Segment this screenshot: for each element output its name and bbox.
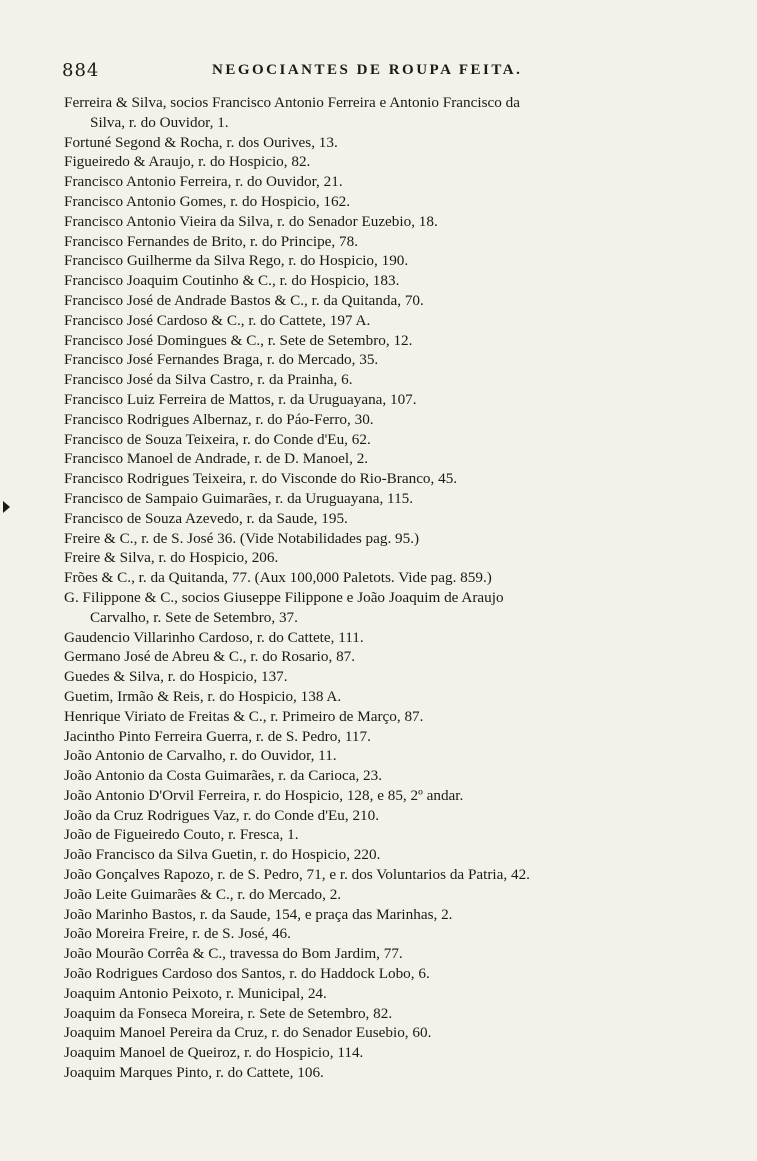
directory-entry [64,509,744,529]
directory-entry [64,825,744,845]
entry-text: Francisco de Sampaio Guimarães, r. da Uruguayana, 115. [64,489,414,507]
entry-text: G. Filippone & C., socios Giuseppe Filippone e João Joaquim de Araujo [64,588,504,606]
entry-text: Joaquim Manoel de Queiroz, r. do Hospicio, 114. [64,1044,364,1062]
entry-list [64,93,744,1083]
directory-entry [64,133,744,153]
entry-text: João da Cruz Rodrigues Vaz, r. do Conde d'Eu, 210. [64,806,380,824]
entry-text: Francisco Rodrigues Albernaz, r. do Páo-Ferro, 30. [64,410,374,428]
entry-text: Francisco José Domingues & C., r. Sete de Setembro, 12. [64,331,413,349]
directory-entry [64,152,744,172]
entry-text: Francisco José Fernandes Braga, r. do Mercado, 35. [64,351,379,369]
entry-text: Francisco Joaquim Coutinho & C., r. do Hospicio, 183. [64,272,400,290]
entry-text: Guedes & Silva, r. do Hospicio, 137. [64,668,288,686]
entry-text: Francisco José de Andrade Bastos & C., r. da Quitanda, 70. [64,291,424,309]
entry-text: Francisco Luiz Ferreira de Mattos, r. da Uruguayana, 107. [64,390,417,408]
directory-entry [64,628,744,648]
entry-text: Francisco José da Silva Castro, r. da Prainha, 6. [64,371,353,389]
entry-text: Joaquim da Fonseca Moreira, r. Sete de Setembro, 82. [64,1004,393,1022]
directory-entry [64,588,744,628]
entry-continuation: Silva, r. do Ouvidor, 1. [90,113,229,131]
entry-continuation: Carvalho, r. Sete de Setembro, 37. [90,608,298,626]
margin-triangle-icon [3,501,10,513]
entry-text: João Antonio D'Orvil Ferreira, r. do Hospicio, 128, e 85, 2º andar. [64,786,464,804]
directory-entry [64,707,744,727]
entry-text: Francisco José Cardoso & C., r. do Cattete, 197 A. [64,311,371,329]
entry-text: João Antonio da Costa Guimarães, r. da Carioca, 23. [64,767,383,785]
entry-text: Francisco Antonio Ferreira, r. do Ouvidor, 21. [64,173,343,191]
directory-entry [64,1063,744,1083]
directory-entry [64,727,744,747]
entry-text: Fortuné Segond & Rocha, r. dos Ourives, 13. [64,133,338,151]
directory-entry [64,489,744,509]
directory-entry [64,1004,744,1024]
directory-entry [64,271,744,291]
entry-text: Joaquim Marques Pinto, r. do Cattete, 106. [64,1064,324,1082]
directory-entry [64,647,744,667]
page-number: 884 [62,60,100,81]
entry-text: Frões & C., r. da Quitanda, 77. (Aux 100,000 Paletots. Vide pag. 859.) [64,569,492,587]
running-title: NEGOCIANTES DE ROUPA FEITA. [212,62,523,78]
entry-text: Ferreira & Silva, socios Francisco Antonio Ferreira e Antonio Francisco da [64,94,520,111]
entry-text: Figueiredo & Araujo, r. do Hospicio, 82. [64,153,311,171]
directory-entry [64,806,744,826]
entry-text: João Leite Guimarães & C., r. do Mercado, 2. [64,885,342,903]
directory-entry [64,449,744,469]
directory-entry [64,984,744,1004]
directory-entry [64,786,744,806]
entry-text: João Francisco da Silva Guetin, r. do Hospicio, 220. [64,846,381,864]
entry-text: Guetim, Irmão & Reis, r. do Hospicio, 138 A. [64,687,342,705]
directory-entry [64,1023,744,1043]
entry-text: João de Figueiredo Couto, r. Fresca, 1. [64,826,299,844]
entry-text: Freire & C., r. de S. José 36. (Vide Notabilidades pag. 95.) [64,529,420,547]
entry-text: João Moreira Freire, r. de S. José, 46. [64,925,291,943]
directory-entry [64,232,744,252]
directory-entry [64,212,744,232]
directory-entry [64,964,744,984]
directory-entry [64,350,744,370]
directory-entry [64,1043,744,1063]
directory-entry [64,687,744,707]
directory-entry [64,410,744,430]
directory-entry [64,667,744,687]
entry-text: Joaquim Antonio Peixoto, r. Municipal, 24. [64,984,327,1002]
directory-entry [64,370,744,390]
entry-text: João Antonio de Carvalho, r. do Ouvidor, 11. [64,747,337,765]
entry-text: Gaudencio Villarinho Cardoso, r. do Cattete, 111. [64,628,364,646]
directory-entry [64,430,744,450]
directory-entry [64,192,744,212]
directory-entry [64,865,744,885]
entry-text: Francisco Guilherme da Silva Rego, r. do Hospicio, 190. [64,252,409,270]
page-header [62,60,662,86]
entry-text: Francisco Manoel de Andrade, r. de D. Manoel, 2. [64,450,369,468]
entry-text: Francisco Antonio Vieira da Silva, r. do Senador Euzebio, 18. [64,212,438,230]
entry-text: Germano José de Abreu & C., r. do Rosario, 87. [64,648,356,666]
entry-text: Freire & Silva, r. do Hospicio, 206. [64,549,279,567]
entry-text: Francisco de Souza Azevedo, r. da Saude, 195. [64,509,348,527]
entry-text: Francisco Antonio Gomes, r. do Hospicio, 162. [64,192,351,210]
directory-entry [64,746,744,766]
directory-entry [64,905,744,925]
directory-entry [64,548,744,568]
directory-entry [64,885,744,905]
directory-entry [64,93,744,133]
directory-entry [64,311,744,331]
directory-entry [64,251,744,271]
directory-entry [64,390,744,410]
entry-text: Francisco Fernandes de Brito, r. do Principe, 78. [64,232,358,250]
entry-text: João Gonçalves Rapozo, r. de S. Pedro, 71, e r. dos Voluntarios da Patria, 42. [64,866,530,884]
entry-text: Joaquim Manoel Pereira da Cruz, r. do Senador Eusebio, 60. [64,1024,432,1042]
directory-entry [64,766,744,786]
entry-text: João Marinho Bastos, r. da Saude, 154, e praça das Marinhas, 2. [64,905,453,923]
directory-entry [64,291,744,311]
entry-text: Francisco Rodrigues Teixeira, r. do Visconde do Rio-Branco, 45. [64,470,458,488]
directory-entry [64,469,744,489]
directory-entry [64,944,744,964]
directory-entry [64,845,744,865]
entry-text: Jacintho Pinto Ferreira Guerra, r. de S. Pedro, 117. [64,727,371,745]
directory-entry [64,568,744,588]
directory-entry [64,529,744,549]
entry-text: Francisco de Souza Teixeira, r. do Conde d'Eu, 62. [64,430,371,448]
directory-entry [64,172,744,192]
entry-text: João Mourão Corrêa & C., travessa do Bom Jardim, 77. [64,945,403,963]
entry-text: João Rodrigues Cardoso dos Santos, r. do Haddock Lobo, 6. [64,965,430,983]
entry-text: Henrique Viriato de Freitas & C., r. Primeiro de Março, 87. [64,707,424,725]
directory-entry [64,924,744,944]
directory-entry [64,331,744,351]
